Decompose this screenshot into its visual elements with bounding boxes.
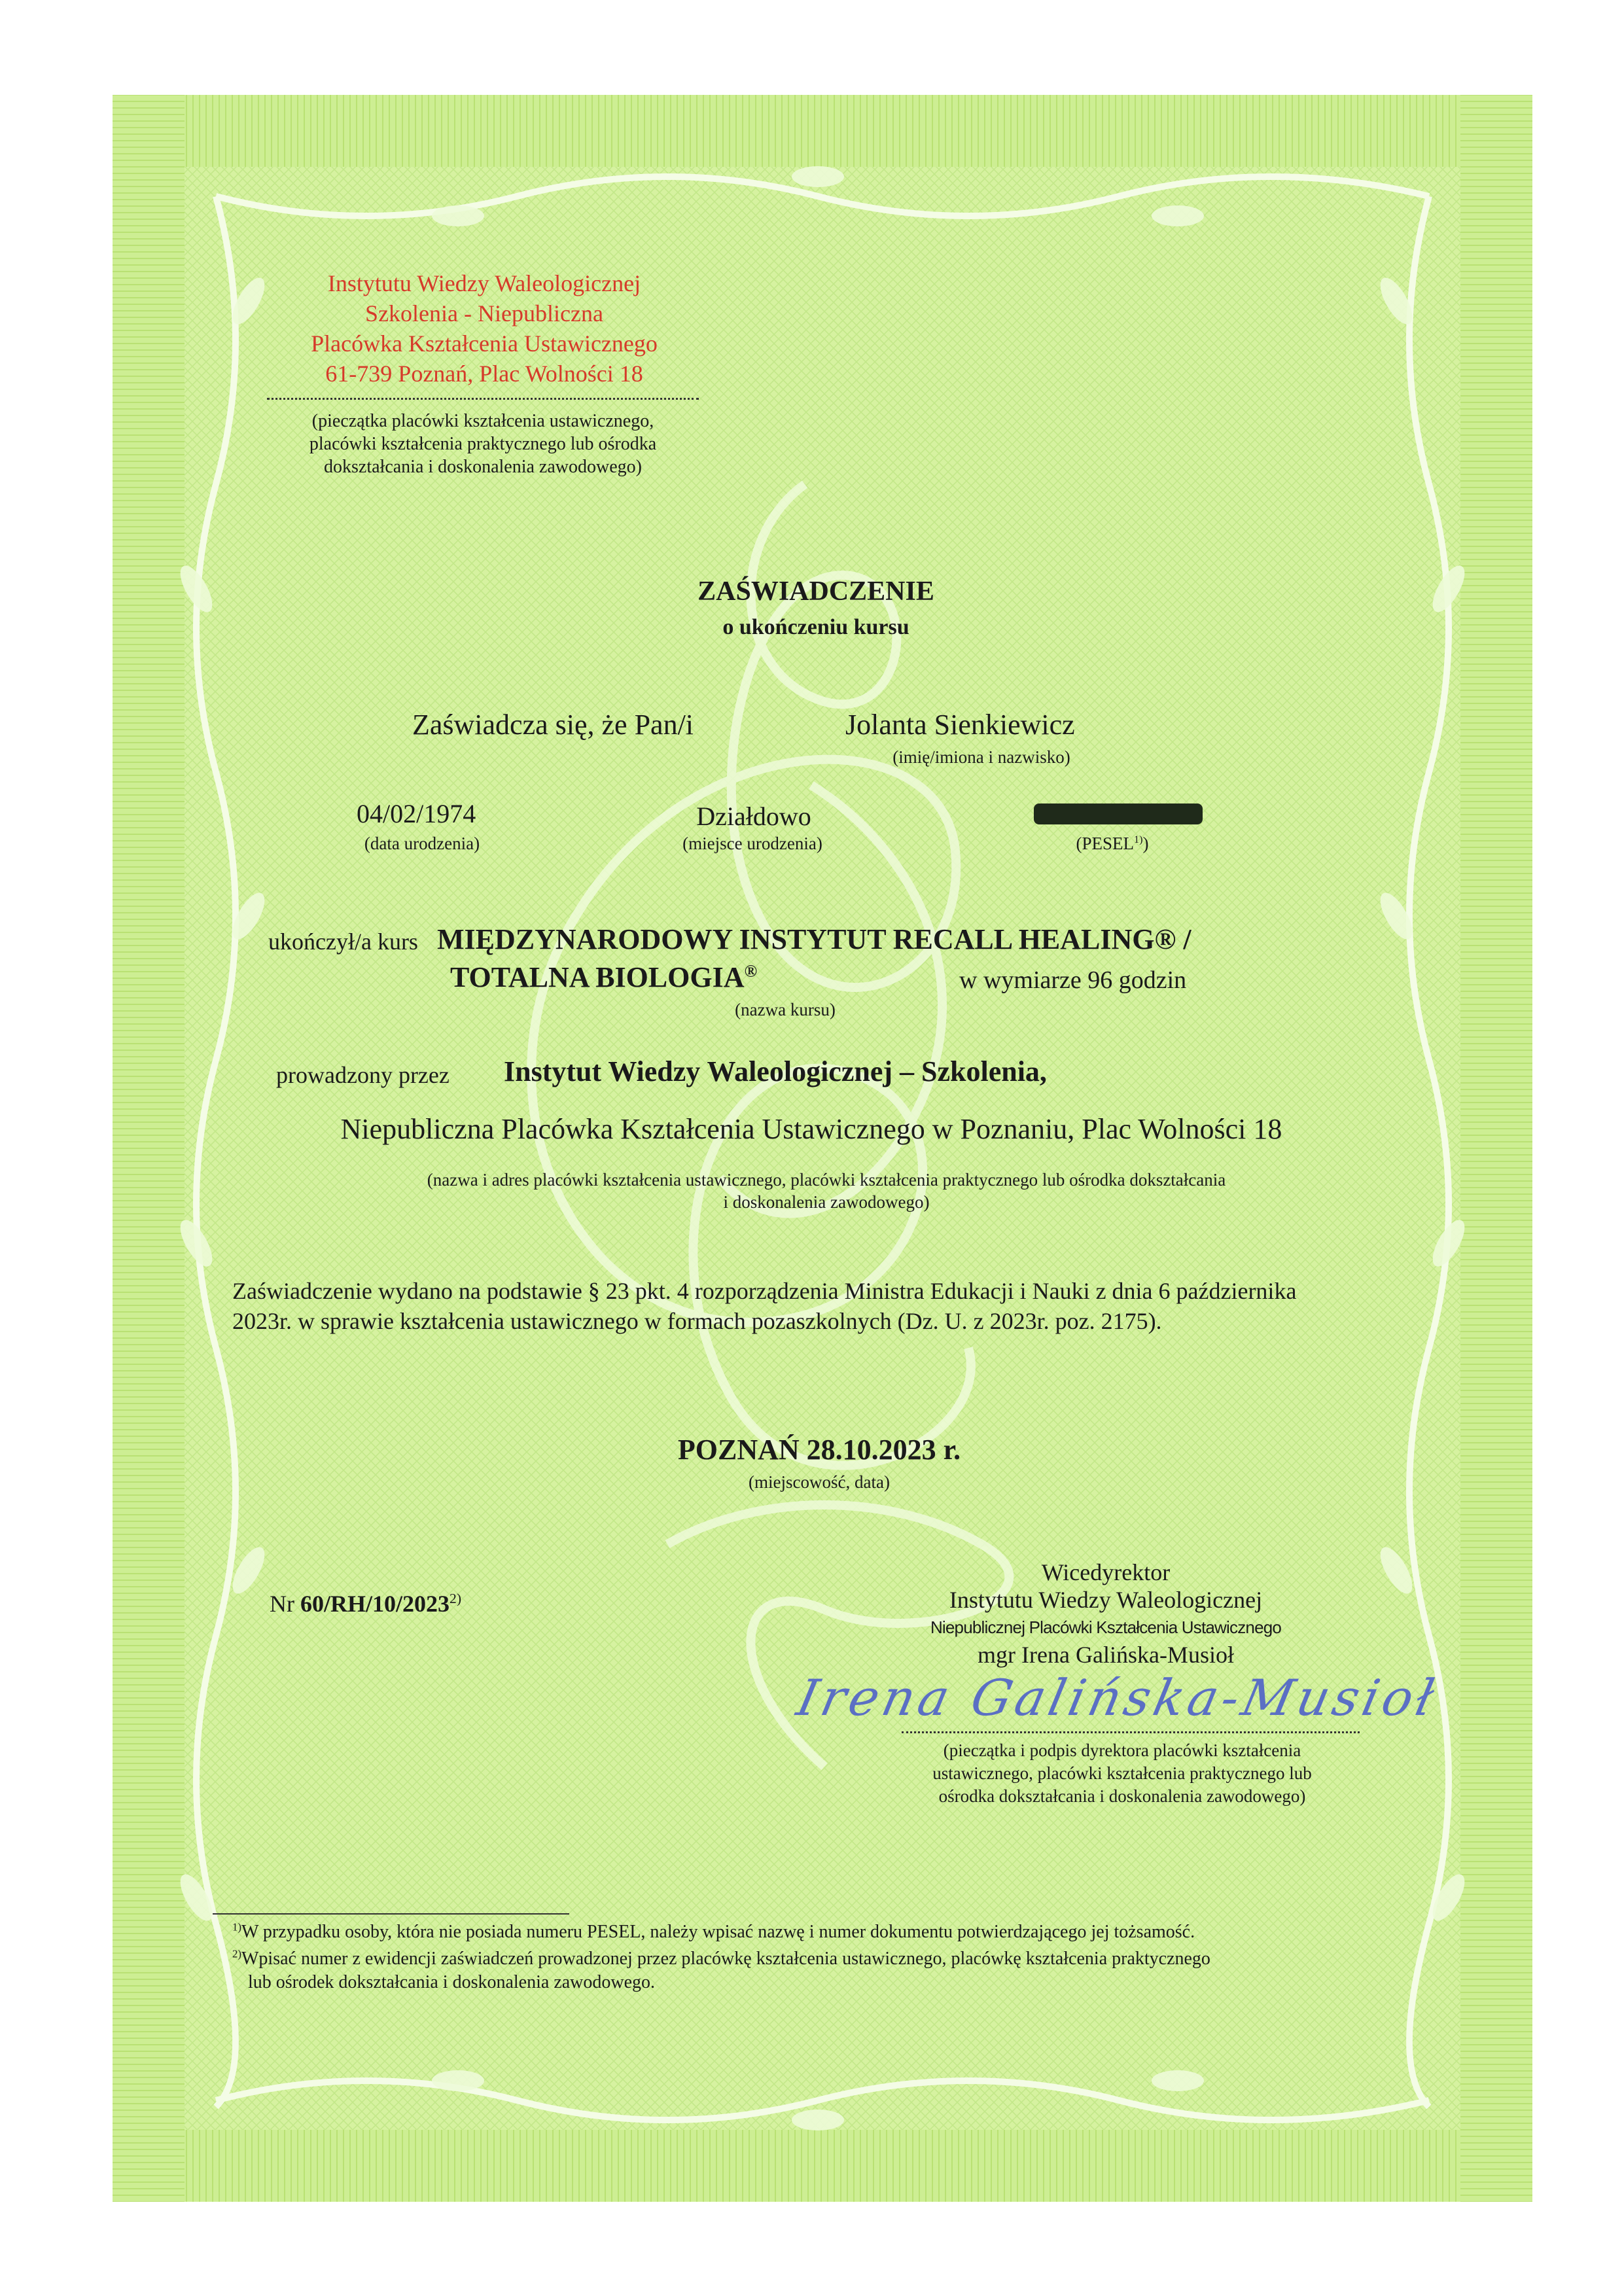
footnote-2	[232, 1947, 1210, 1994]
document-subtitle: o ukończeniu kursu	[722, 615, 909, 639]
place-date-caption: (miejscowość, data)	[749, 1472, 890, 1492]
redacted-pesel	[1034, 804, 1203, 824]
institution-stamp	[311, 268, 658, 389]
course-intro: ukończył/a kurs	[268, 928, 418, 955]
signatory-role: Wicedyrektor	[1041, 1559, 1171, 1585]
footnote-mark: 1)	[232, 1920, 241, 1934]
caption-line: placówki kształcenia praktycznego lub ośrodka	[309, 434, 657, 454]
signatory-block	[930, 1559, 1281, 1669]
person-name: Jolanta Sienkiewicz	[845, 709, 1075, 741]
provider-caption	[427, 1169, 1226, 1213]
birth-place: Działdowo	[696, 802, 811, 831]
signature-caption	[932, 1739, 1312, 1808]
course-name-line2	[450, 961, 757, 994]
caption-line: (nazwa i adres placówki kształcenia ustawicznego, placówki kształcenia praktycznego lub ośrodka dokształcania	[427, 1170, 1226, 1190]
pesel-caption: (PESEL$^{1)}$)	[1076, 834, 1149, 853]
place-date: POZNAŃ 28.10.2023 r.	[677, 1434, 961, 1466]
course-name-line1: MIĘDZYNARODOWY INSTYTUT RECALL HEALING® /	[437, 923, 1192, 955]
number-footnote-mark: 2)	[450, 1591, 462, 1606]
caption-line: (pieczątka i podpis dyrektora placówki kształcenia	[943, 1740, 1301, 1760]
course-hours: w wymiarze 96 godzin	[959, 966, 1187, 994]
caption-line: ośrodka dokształcania i doskonalenia zawodowego)	[938, 1786, 1306, 1806]
signature-dotted-line	[902, 1731, 1360, 1733]
stamp-line: 61-739 Poznań, Plac Wolności 18	[325, 361, 643, 387]
signatory-org: Instytutu Wiedzy Waleologicznej	[949, 1587, 1263, 1613]
footnote-text: W przypadku osoby, która nie posiada numeru PESEL, należy wpisać nazwę i numer dokumentu potwierdzającego jej tożsamość.	[241, 1922, 1195, 1942]
handwritten-signature: Irena Galińska-Musioł	[792, 1669, 1443, 1727]
footnote-text-continued: lub ośrodek dokształcania i doskonalenia zawodowego.	[248, 1972, 656, 1992]
footnote-1	[232, 1921, 1195, 1943]
caption-line: dokształcania i doskonalenia zawodowego)	[324, 457, 642, 477]
caption-line: i doskonalenia zawodowego)	[723, 1192, 930, 1212]
provider-address: Niepubliczna Placówka Kształcenia Ustawicznego w Poznaniu, Plac Wolności 18	[340, 1113, 1282, 1145]
footnote-rule	[213, 1913, 569, 1915]
footnote-mark: 2)	[232, 1947, 241, 1960]
course-name-text: TOTALNA BIOLOGIA	[450, 961, 745, 993]
pesel-caption-text: (PESEL	[1076, 834, 1135, 853]
intro-text: Zaświadcza się, że Pan/i	[412, 709, 694, 741]
legal-line: 2023r. w sprawie kształcenia ustawicznego w formach pozaszkolnych (Dz. U. z 2023r. poz. 2175).	[232, 1308, 1162, 1334]
stamp-line: Placówka Kształcenia Ustawicznego	[311, 330, 658, 357]
birth-date: 04/02/1974	[357, 799, 476, 828]
name-caption: (imię/imiona i nazwisko)	[892, 747, 1070, 767]
pesel-footnote-mark: 1)	[1134, 834, 1143, 845]
registered-mark: ®	[744, 961, 758, 981]
number-value: 60/RH/10/2023	[300, 1591, 450, 1617]
signatory-name: mgr Irena Galińska-Musioł	[978, 1642, 1234, 1668]
birth-date-caption: (data urodzenia)	[364, 834, 480, 853]
caption-line: ustawicznego, placówki kształcenia praktycznego lub	[932, 1763, 1312, 1783]
provider-name: Instytut Wiedzy Waleologicznej – Szkolenia,	[504, 1055, 1047, 1087]
certificate-number	[270, 1590, 461, 1617]
document-title: ZAŚWIADCZENIE	[697, 576, 934, 607]
number-prefix: Nr	[270, 1591, 300, 1617]
provider-intro: prowadzony przez	[276, 1062, 450, 1088]
course-caption: (nazwa kursu)	[735, 1000, 836, 1019]
stamp-dotted-line	[267, 398, 699, 400]
footnote-text: Wpisać numer z ewidencji zaświadczeń prowadzonej przez placówkę kształcenia ustawicznego, placówkę kształcenia praktycznego	[241, 1949, 1210, 1969]
legal-line: Zaświadczenie wydano na podstawie § 23 pkt. 4 rozporządzenia Ministra Edukacji i Nauki z dnia 6 października	[232, 1278, 1297, 1304]
legal-basis	[232, 1276, 1296, 1336]
stamp-caption	[309, 410, 656, 478]
caption-line: (pieczątka placówki kształcenia ustawicznego,	[311, 411, 654, 431]
stamp-line: Szkolenia - Niepubliczna	[365, 300, 603, 327]
birth-place-caption: (miejsce urodzenia)	[682, 834, 822, 853]
stamp-line: Instytutu Wiedzy Waleologicznej	[327, 270, 641, 296]
signatory-org2: Niepublicznej Placówki Kształcenia Ustawicznego	[930, 1617, 1282, 1637]
